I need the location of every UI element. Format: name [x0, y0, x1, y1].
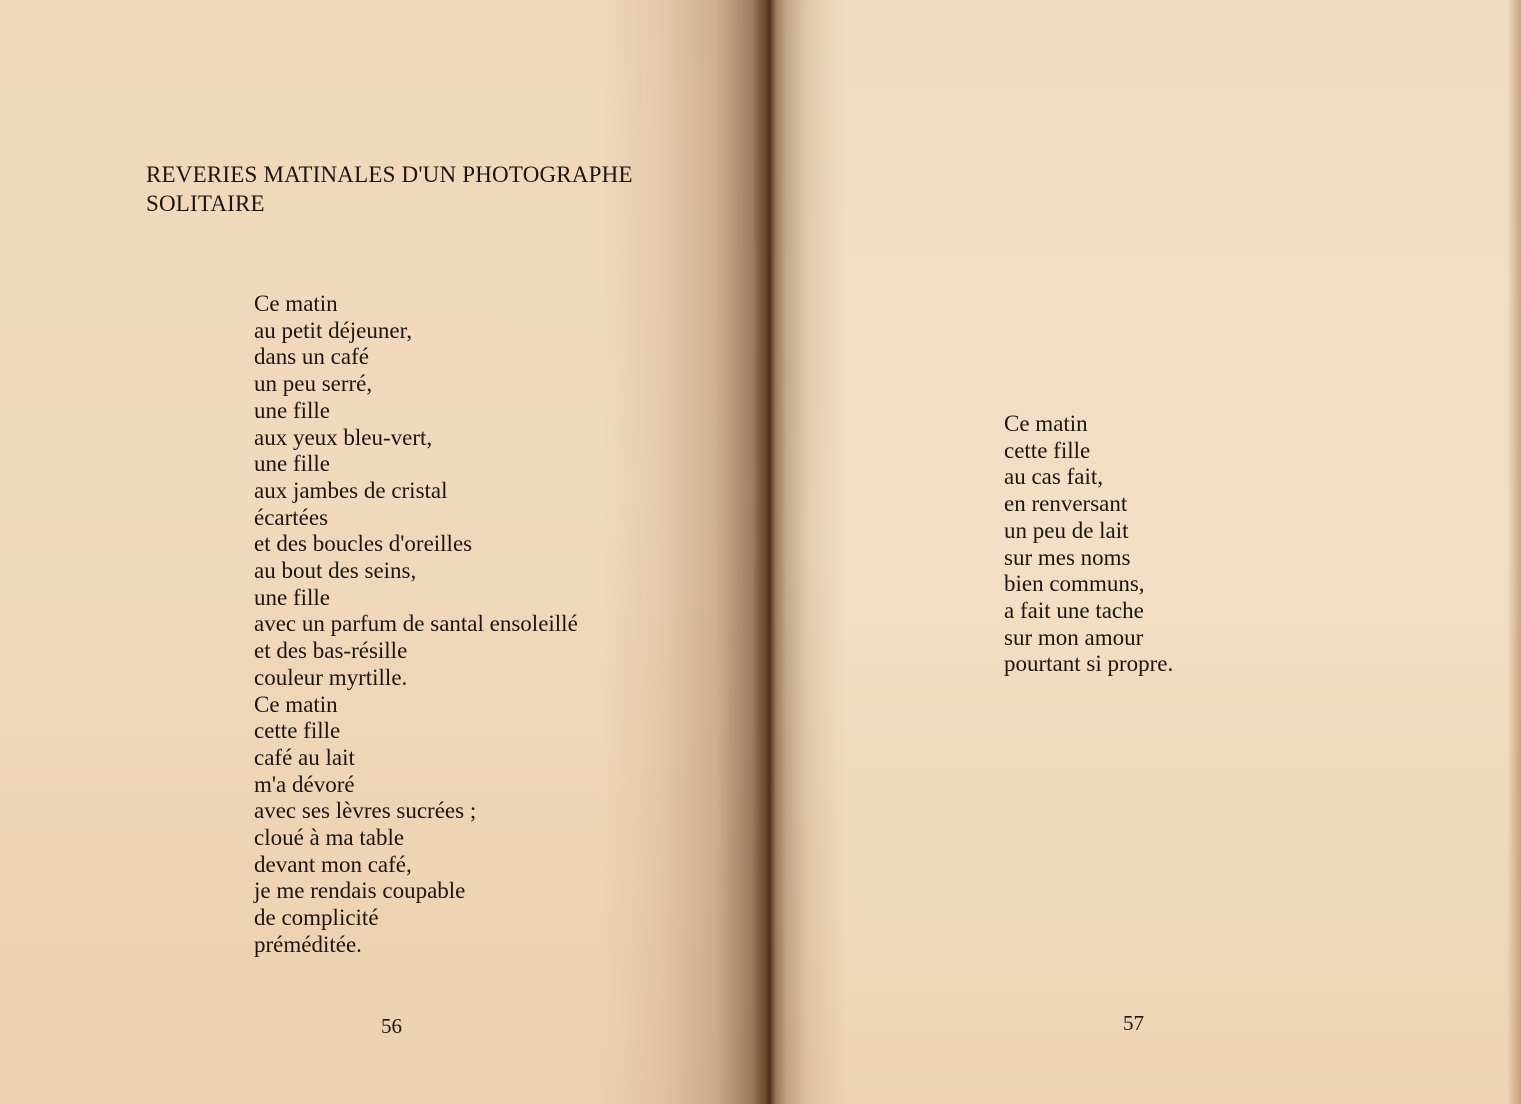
poem-line: avec ses lèvres sucrées ; — [254, 798, 477, 824]
poem-line: a fait une tache — [1004, 597, 1144, 623]
poem-line: écartées — [254, 504, 329, 530]
poem-line: cloué à ma table — [254, 825, 405, 851]
poem-line: au cas fait, — [1004, 464, 1103, 490]
poem-line: bien communs, — [1004, 571, 1145, 597]
poem-line: un peu de lait — [1004, 517, 1129, 543]
book-gutter — [752, 0, 786, 1104]
poem-line: café au lait — [254, 744, 355, 770]
poem-line: couleur myrtille. — [254, 664, 408, 690]
poem-line: de complicité — [254, 905, 379, 931]
left-poem-text — [254, 291, 578, 959]
poem-line: m'a dévoré — [254, 771, 355, 797]
title-line-2: SOLITAIRE — [146, 191, 265, 216]
poem-line: sur mon amour — [1004, 624, 1144, 650]
poem-line: une fille — [254, 584, 330, 610]
page-edge-shadow — [1507, 0, 1521, 1104]
page-number-left: 56 — [381, 1014, 402, 1038]
poem-line: dans un café — [254, 344, 369, 370]
title-line-1: REVERIES MATINALES D'UN PHOTOGRAPHE — [146, 162, 633, 187]
poem-line: préméditée. — [254, 931, 362, 957]
poem-title — [146, 160, 706, 218]
poem-line: et des bas-résille — [254, 638, 408, 664]
poem-line: en renversant — [1004, 491, 1128, 517]
poem-line: sur mes noms — [1004, 544, 1131, 570]
poem-line: un peu serré, — [254, 371, 373, 397]
poem-line: avec un parfum de santal ensoleillé — [254, 611, 578, 637]
poem-line: au petit déjeuner, — [254, 317, 413, 343]
right-page — [770, 0, 1521, 1104]
poem-line: je me rendais coupable — [254, 878, 466, 904]
poem-line: Ce matin — [254, 291, 338, 316]
poem-line: cette fille — [254, 718, 341, 744]
poem-line: une fille — [254, 451, 330, 477]
poem-line: aux yeux bleu-vert, — [254, 424, 433, 450]
poem-line: aux jambes de cristal — [254, 477, 448, 503]
poem-line: et des boucles d'oreilles — [254, 531, 473, 557]
poem-line: cette fille — [1004, 437, 1091, 463]
poem-line: Ce matin — [1004, 411, 1088, 436]
poem-line: devant mon café, — [254, 851, 412, 877]
poem-line: au bout des seins, — [254, 558, 417, 584]
poem-line: une fille — [254, 397, 330, 423]
poem-line: pourtant si propre. — [1004, 651, 1174, 677]
page-number-right: 57 — [1123, 1011, 1144, 1035]
poem-line: Ce matin — [254, 691, 338, 717]
right-poem-text — [1004, 411, 1173, 678]
